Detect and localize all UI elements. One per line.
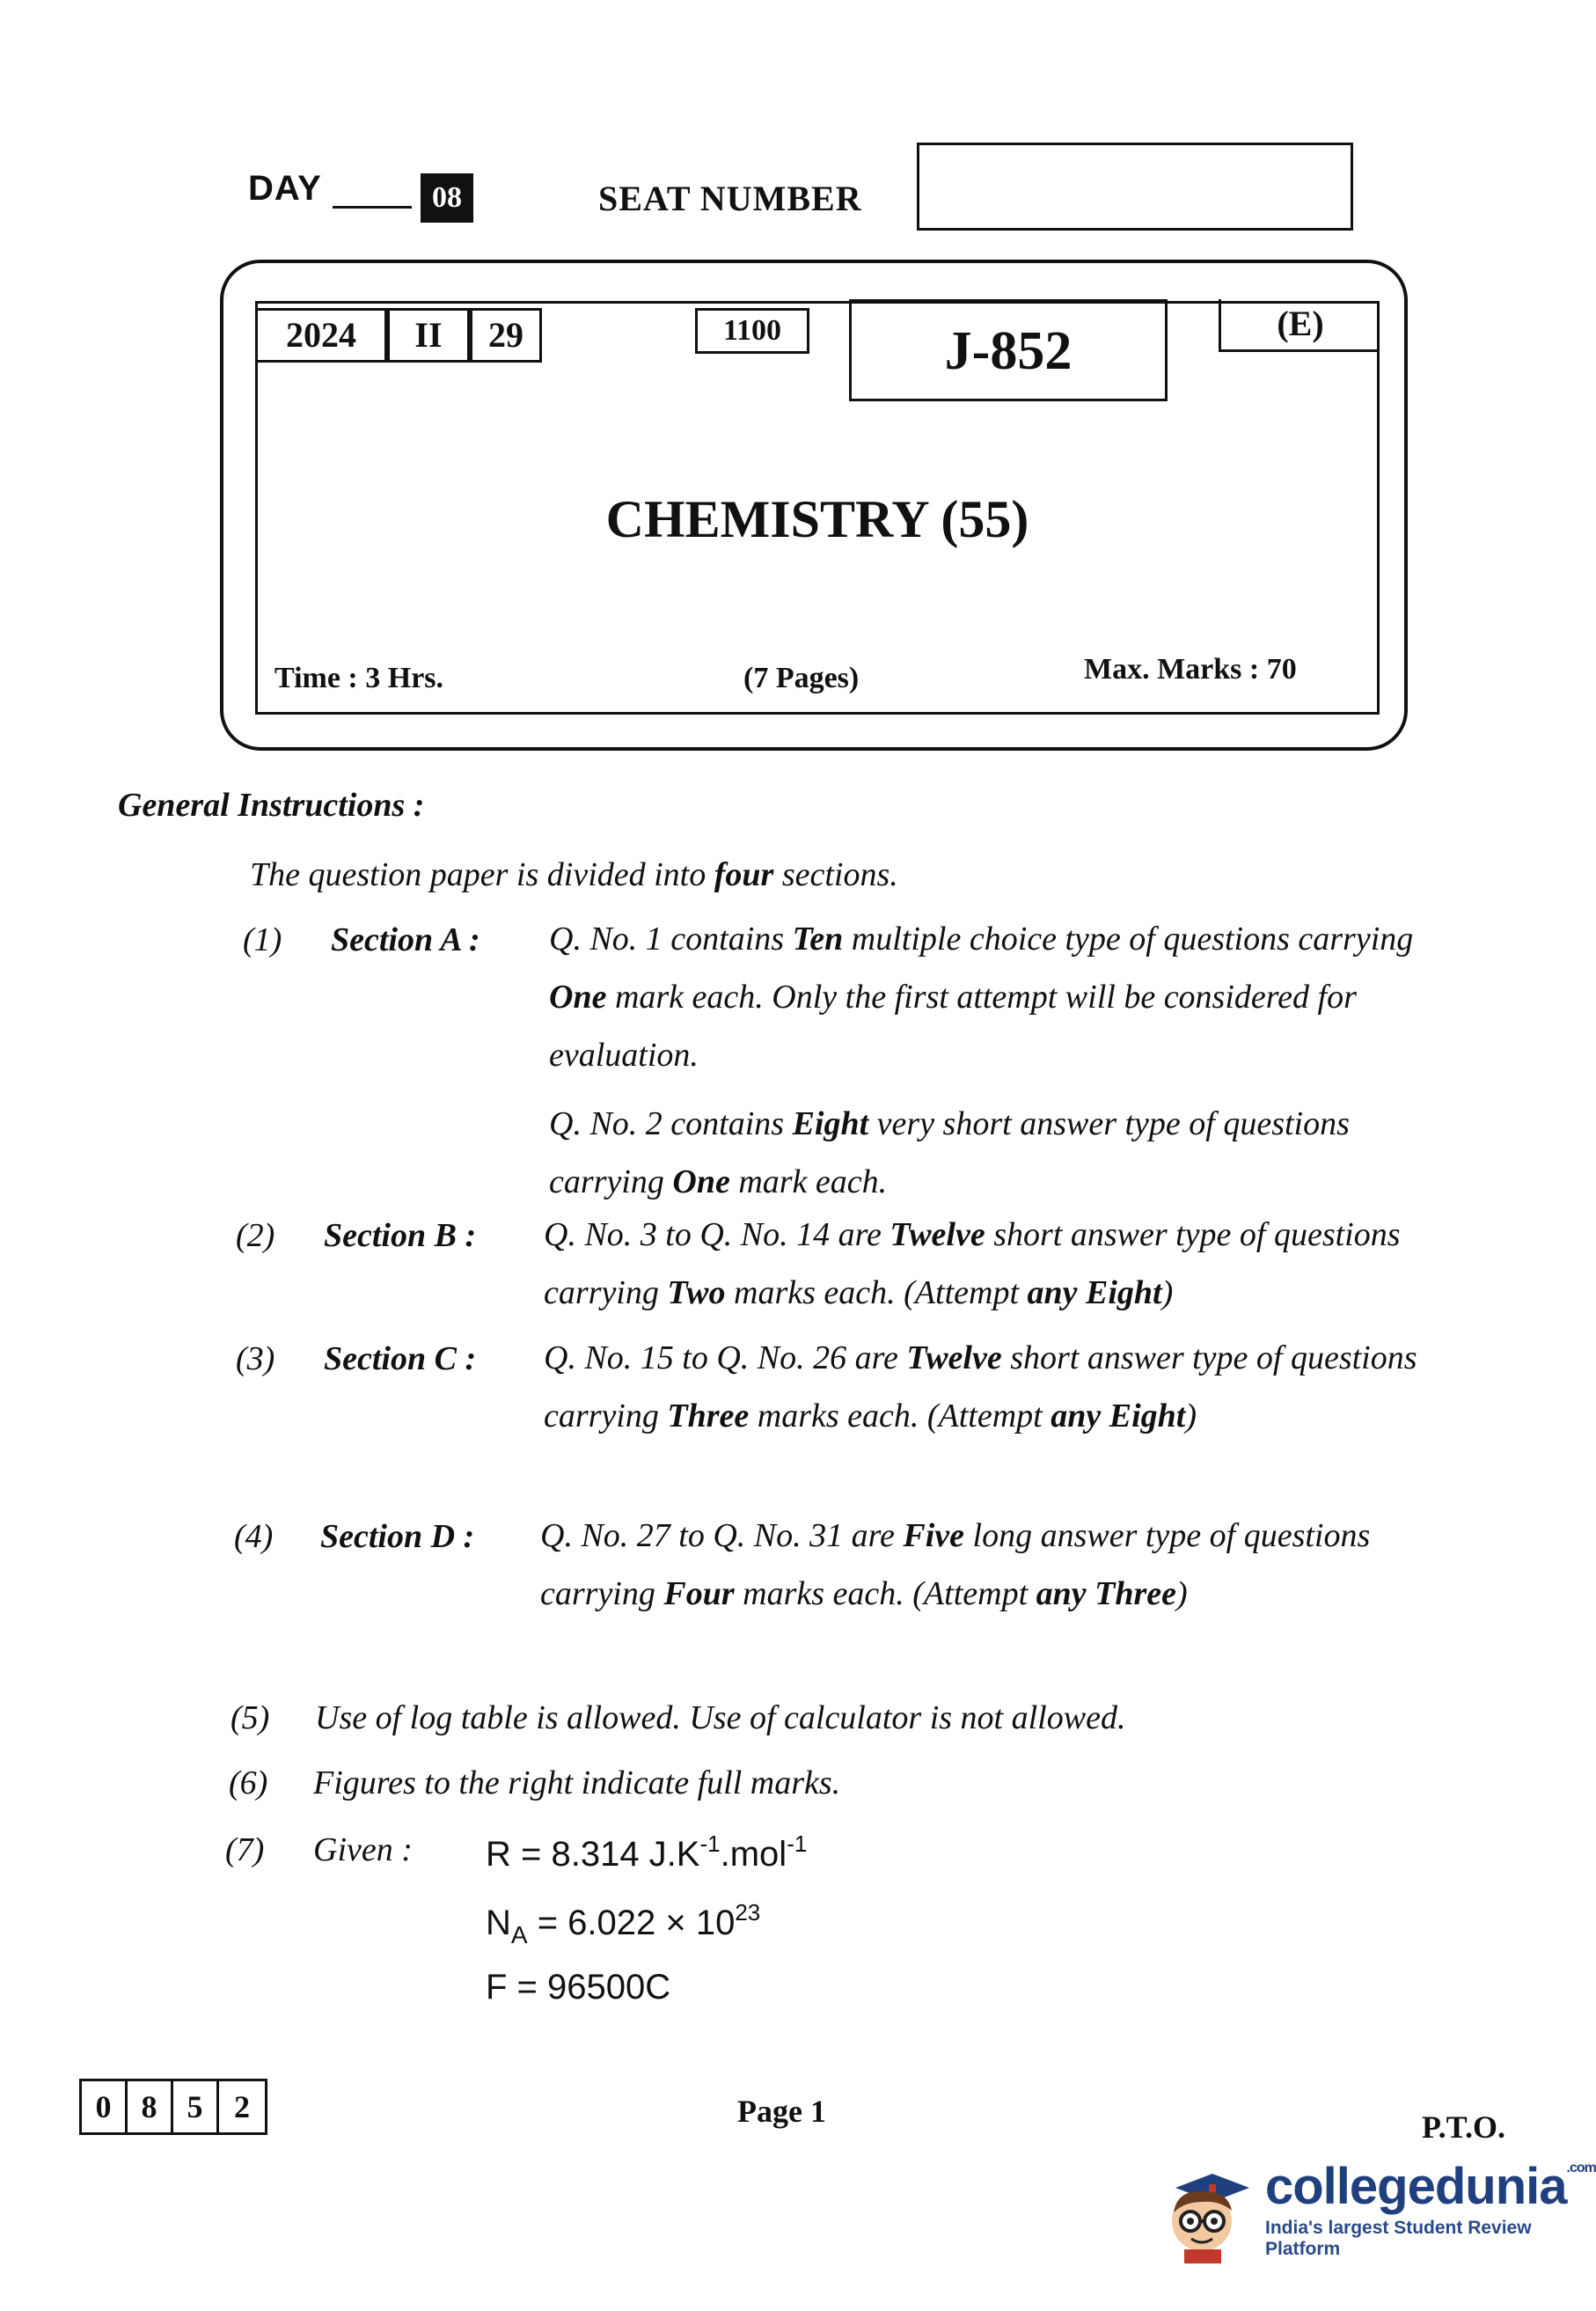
item-number: (7) (225, 1831, 265, 1868)
subject-title: CHEMISTRY (55) (605, 490, 1029, 548)
pto-label: P.T.O. (1422, 2109, 1506, 2145)
item-number: (2) (236, 1217, 275, 1254)
medium-code-box: (E) (1219, 299, 1380, 352)
given-label: Given : (313, 1831, 413, 1868)
code-digit: 8 (128, 2081, 173, 2132)
page-number: Page 1 (737, 2094, 826, 2129)
year-code-box: 2024 (255, 308, 387, 363)
logo-tagline: India's largest Student Review Platform (1265, 2218, 1532, 2259)
code-digit: 5 (173, 2081, 219, 2132)
student-mascot-icon (1158, 2158, 1255, 2263)
log-table-instruction: Use of log table is allowed. Use of calculator is not allowed. (315, 1699, 1126, 1736)
item-number: (4) (234, 1518, 274, 1555)
section-a-text: Q. No. 1 contains Ten multiple choice type of questions carrying One mark each. Only the first attempt will be considered for evaluation. (549, 921, 1414, 1074)
roman-code-box: II (387, 308, 470, 363)
item-number: (5) (231, 1699, 270, 1736)
seat-number-label: SEAT NUMBER (598, 179, 862, 218)
time-info: Time : 3 Hrs. (275, 662, 444, 694)
paper-code-box: J-852 (849, 299, 1168, 401)
section-b-label: Section B : (324, 1217, 477, 1254)
instructions-intro: The question paper is divided into four sections. (250, 856, 898, 893)
day-divider-line (333, 206, 412, 209)
day-label: DAY (248, 169, 322, 208)
seat-number-box[interactable] (917, 143, 1353, 231)
faraday-formula: F = 96500C (486, 1968, 671, 2007)
item-number: (3) (236, 1340, 275, 1377)
section-c-text: Q. No. 15 to Q. No. 26 are Twelve short answer type of questions carrying Three marks each. (Attempt any Eight) (544, 1339, 1417, 1434)
section-d-label: Section D : (320, 1518, 475, 1555)
code-digit: 2 (234, 2089, 250, 2124)
time-code-box: 1100 (695, 308, 809, 354)
code-digit: 0 (82, 2081, 128, 2132)
section-b-text: Q. No. 3 to Q. No. 14 are Twelve short answer type of questions carrying Two marks each. (Attempt any Eight) (544, 1216, 1401, 1311)
section-a-text-2: Q. No. 2 contains Eight very short answer type of questions carrying One mark each. (549, 1105, 1350, 1200)
pages-info: (7 Pages) (743, 662, 860, 694)
item-number: (1) (243, 921, 282, 958)
item-number: (6) (229, 1764, 268, 1801)
avogadro-formula: $N_A = 6.022 \times 10^{23}$ (486, 1899, 761, 1948)
section-c-label: Section C : (324, 1340, 477, 1377)
max-marks-info: Max. Marks : 70 (1084, 653, 1297, 686)
section-a-label: Section A : (331, 921, 480, 958)
section-d-text: Q. No. 27 to Q. No. 31 are Five long answer type of questions carrying Four marks each. (Attempt any Three) (540, 1517, 1371, 1612)
day-value: 08 (421, 173, 473, 223)
collegedunia-logo[interactable] (1158, 2158, 1596, 2263)
paper-code-digits (79, 2079, 267, 2135)
gas-constant-formula: R = 8.314 $J.K^{-1}.mol^{-1}$ (486, 1830, 808, 1874)
date-code-box: 29 (470, 308, 542, 363)
logo-name: collegedunia$^{.com}$ (1265, 2158, 1596, 2215)
full-marks-instruction: Figures to the right indicate full marks. (313, 1764, 841, 1801)
instructions-heading: General Instructions : (118, 787, 425, 824)
